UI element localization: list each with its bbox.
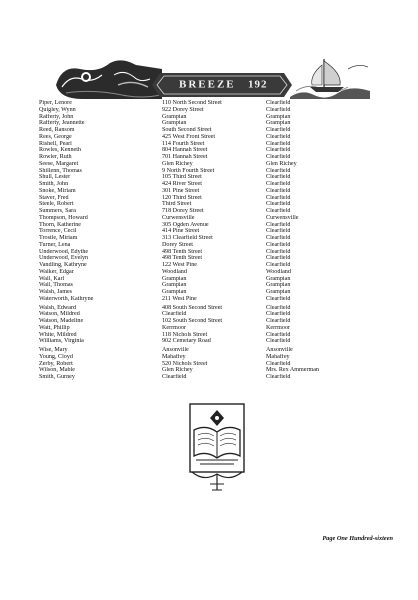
- open-book-emblem: [186, 400, 248, 494]
- student-town: Grampian: [266, 113, 291, 120]
- student-town: Clearfield: [266, 181, 291, 187]
- student-name: Staver, Fred: [39, 194, 69, 201]
- student-town: Grampian: [266, 120, 291, 127]
- directory-row: [39, 114, 394, 121]
- directory-row: [39, 195, 394, 202]
- directory-row: [39, 305, 394, 312]
- student-address: 301 Pine Street: [162, 187, 200, 194]
- student-name: Thorn, Katherine: [39, 221, 81, 228]
- student-town: Curwensville: [266, 214, 299, 221]
- student-address: Mahaffey: [162, 353, 186, 360]
- student-name: Summers, Sara: [39, 208, 76, 214]
- student-town: Clearfield: [266, 187, 291, 194]
- student-address: 425 West Front Street: [162, 133, 216, 140]
- student-town: Woodland: [266, 268, 291, 275]
- student-town: Grampian: [266, 282, 291, 289]
- student-town: Clearfield: [266, 255, 291, 262]
- student-address: Third Street: [162, 201, 192, 208]
- student-address: 114 Fourth Street: [162, 140, 205, 147]
- student-address: Grampian: [162, 113, 187, 120]
- directory-row: [39, 201, 394, 208]
- directory-row: [39, 235, 394, 242]
- student-address: 122 West Pine: [162, 262, 197, 268]
- student-name: Zerby, Robert: [39, 360, 73, 367]
- student-name: Watson, Madeline: [39, 318, 84, 324]
- student-town: Clearfield: [266, 331, 291, 338]
- student-address: 701 Hannah Street: [162, 154, 208, 160]
- directory-row: [39, 269, 394, 276]
- directory-row: [39, 347, 394, 354]
- directory-row: [39, 215, 394, 222]
- directory-row: [39, 367, 394, 374]
- student-address: 520 Nichols Street: [162, 360, 208, 367]
- directory-row: [39, 107, 394, 114]
- student-name: Young, Cloyd: [39, 353, 73, 360]
- student-address: Grampian: [162, 120, 187, 127]
- student-name: Waterworth, Kathryne: [39, 295, 94, 302]
- student-address: Clearfield: [162, 311, 187, 318]
- student-name: Thompson, Howard: [39, 214, 88, 221]
- directory-row: [39, 120, 394, 127]
- student-address: Kerrmoor: [162, 324, 187, 331]
- directory-row: [39, 147, 394, 154]
- banner-title: BREEZE: [179, 78, 236, 91]
- directory-row: [39, 127, 394, 134]
- student-name: Wall, Thomas: [39, 282, 73, 289]
- student-town: Clearfield: [266, 262, 291, 268]
- directory-row: [39, 282, 394, 289]
- directory-row: [39, 361, 394, 368]
- student-name: Steele, Robert: [39, 201, 74, 208]
- student-town: Clearfield: [266, 140, 291, 147]
- directory-row: [39, 374, 394, 381]
- student-name: Wilson, Mable: [39, 367, 75, 374]
- student-address: Ansonville: [162, 347, 189, 353]
- student-town: Clearfield: [266, 311, 291, 318]
- student-town: Clearfield: [266, 304, 291, 311]
- directory-row: [39, 141, 394, 148]
- student-address: Glen Richey: [162, 160, 193, 167]
- student-address: 105 Third Street: [162, 174, 202, 181]
- page-number: Page One Hundred-sixteen: [322, 535, 393, 542]
- student-town: Clearfield: [266, 295, 291, 302]
- student-town: Clearfield: [266, 235, 291, 241]
- student-town: Glen Richey: [266, 160, 297, 167]
- student-town: Clearfield: [266, 318, 291, 324]
- student-town: Clearfield: [266, 360, 291, 367]
- student-address: Grampian: [162, 275, 187, 282]
- student-address: Glen Richey: [162, 367, 193, 374]
- student-town: Clearfield: [266, 174, 291, 181]
- student-address: 9 North Fourth Street: [162, 167, 215, 174]
- student-address: 902 Cemetary Road: [162, 338, 211, 345]
- student-name: Rees, George: [39, 133, 72, 140]
- directory-row: [39, 354, 394, 361]
- directory-row: [39, 168, 394, 175]
- student-address: 118 Nichols Street: [162, 331, 208, 338]
- directory-row: [39, 332, 394, 339]
- directory-row: [39, 255, 394, 262]
- student-town: Ansonville: [266, 347, 293, 353]
- student-town: Clearfield: [266, 133, 291, 140]
- student-address: 120 Third Street: [162, 194, 202, 201]
- directory-row: [39, 276, 394, 283]
- directory-row: [39, 311, 394, 318]
- student-address: 424 River Street: [162, 181, 202, 187]
- directory-row: [39, 161, 394, 168]
- student-town: Clearfield: [266, 167, 291, 174]
- student-name: Watt, Phillip: [39, 324, 70, 331]
- directory-row: [39, 228, 394, 235]
- student-town: Grampian: [266, 289, 291, 295]
- student-name: Seese, Margaret: [39, 160, 79, 167]
- student-name: Quigley, Wynn: [39, 106, 76, 113]
- student-address: Woodland: [162, 268, 187, 275]
- student-name: Rowler, Ruth: [39, 154, 72, 160]
- student-address: 305 Ogden Avenue: [162, 221, 209, 228]
- student-town: Clearfield: [266, 100, 291, 106]
- student-address: 408 South Second Street: [162, 304, 223, 311]
- student-name: Turner, Lena: [39, 241, 71, 248]
- student-town: Clearfield: [266, 127, 291, 133]
- student-name: Watson, Mildred: [39, 311, 80, 318]
- directory-row: [39, 289, 394, 296]
- student-address: 498 Tenth Street: [162, 255, 203, 262]
- student-name: Underwood, Evelyn: [39, 255, 89, 262]
- banner-year: 192: [248, 78, 268, 91]
- student-address: 718 Dorey Street: [162, 208, 204, 214]
- student-name: Rafferty, Jeannette: [39, 120, 85, 127]
- student-name: Rishell, Pearl: [39, 140, 72, 147]
- directory-row: [39, 296, 394, 303]
- student-address: 498 Tenth Street: [162, 248, 203, 255]
- directory-row: [39, 318, 394, 325]
- student-name: Underwood, Edythe: [39, 248, 89, 255]
- student-name: Piper, Lenore: [39, 100, 72, 106]
- student-address: Grampian: [162, 282, 187, 289]
- student-name: Snoke, Miriam: [39, 187, 76, 194]
- student-address: 313 Clearfield Street: [162, 235, 213, 241]
- student-town: Clearfield: [266, 228, 291, 235]
- student-name: Walker, Edgar: [39, 268, 74, 275]
- student-name: Shull, Lester: [39, 174, 71, 181]
- student-address: 110 North Second Street: [162, 100, 222, 106]
- directory-row: [39, 338, 394, 345]
- student-town: Clearfield: [266, 338, 291, 345]
- directory-row: [39, 242, 394, 249]
- student-address: 102 South Second Street: [162, 318, 223, 324]
- student-name: Rowles, Kenneth: [39, 147, 81, 154]
- student-town: Clearfield: [266, 208, 291, 214]
- directory-row: [39, 249, 394, 256]
- directory-row: [39, 154, 394, 161]
- student-address: Grampian: [162, 289, 187, 295]
- directory-row: [39, 188, 394, 195]
- student-name: Walsh, James: [39, 289, 73, 295]
- student-name: Williams, Virginia: [39, 338, 84, 345]
- student-town: Grampian: [266, 275, 291, 282]
- student-town: Mahaffey: [266, 353, 290, 360]
- student-name: Torrence, Cecil: [39, 228, 77, 235]
- student-town: Clearfield: [266, 248, 291, 255]
- directory-row: [39, 134, 394, 141]
- student-name: White, Mildred: [39, 331, 77, 338]
- student-address: Dorey Street: [162, 241, 193, 248]
- student-town: Clearfield: [266, 374, 291, 380]
- directory-row: [39, 181, 394, 188]
- student-name: Reed, Ransom: [39, 127, 75, 133]
- student-town: Kerrmoor: [266, 324, 291, 331]
- student-town: Clearfield: [266, 147, 291, 154]
- directory-row: [39, 222, 394, 229]
- directory-row: [39, 325, 394, 332]
- student-name: Shillenn, Thomas: [39, 167, 82, 174]
- student-address: Clearfield: [162, 374, 187, 380]
- student-address: 922 Dorey Street: [162, 106, 204, 113]
- student-name: Rafferty, John: [39, 113, 74, 120]
- student-town: Clearfield: [266, 241, 291, 248]
- student-directory: [39, 100, 394, 381]
- student-address: 211 West Pine: [162, 295, 197, 302]
- directory-row: [39, 262, 394, 269]
- student-name: Trostle, Miriam: [39, 235, 78, 241]
- student-town: Mrs. Rex Ammerman: [266, 367, 319, 374]
- student-name: Walsh, Edward: [39, 304, 77, 311]
- student-name: Smith, Gurney: [39, 374, 75, 380]
- student-name: Wise, Mary: [39, 347, 68, 353]
- directory-row: [39, 100, 394, 107]
- student-town: Clearfield: [266, 201, 291, 208]
- student-name: Vandling, Kathryne: [39, 262, 87, 268]
- student-town: Clearfield: [266, 106, 291, 113]
- directory-row: [39, 174, 394, 181]
- student-address: 414 Pine Street: [162, 228, 200, 235]
- directory-row: [39, 208, 394, 215]
- student-town: Clearfield: [266, 194, 291, 201]
- student-address: South Second Street: [162, 127, 212, 133]
- student-town: Clearfield: [266, 154, 291, 160]
- student-name: Smith, John: [39, 181, 69, 187]
- student-address: 804 Hannah Street: [162, 147, 208, 154]
- breeze-banner: [52, 55, 374, 105]
- student-town: Clearfield: [266, 221, 291, 228]
- student-address: Curwensville: [162, 214, 195, 221]
- student-name: Wall, Karl: [39, 275, 65, 282]
